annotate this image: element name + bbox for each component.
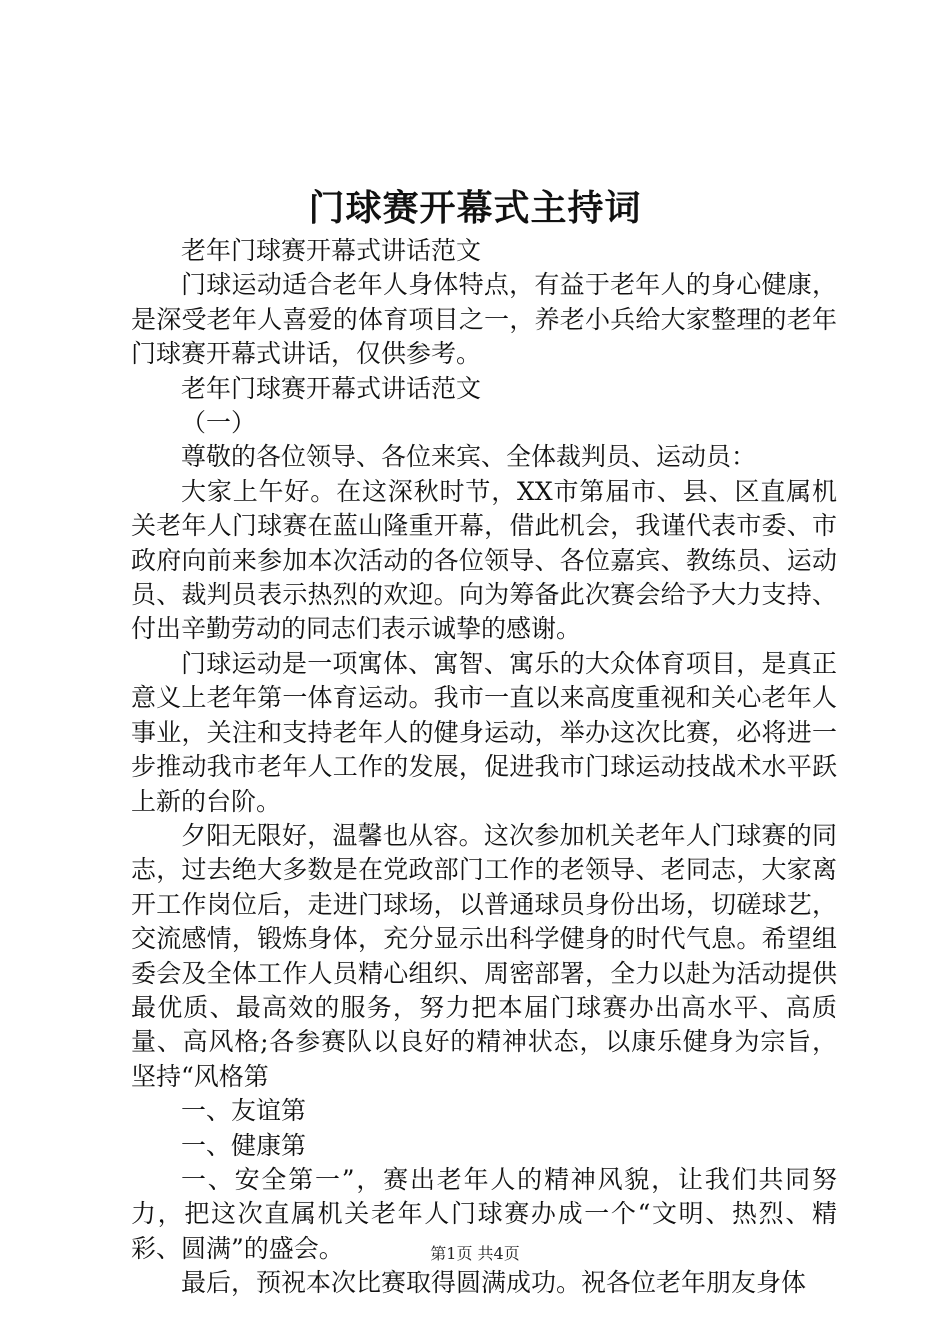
paragraph-welcome: 大家上午好。在这深秋时节，XX市第届市、县、区直属机关老年人门球赛在蓝山隆重开幕，借此机会，我谨代表市委、市政府向前来参加本次活动的各位领导、各位嘉宾、教练员、运动员、裁判员表示热烈的欢迎。向为筹备此次赛会给予大力支持、付出辛勤劳动的同志们表示诚挚的感谢。 — [131, 476, 837, 644]
paragraph-friendship: 一、友谊第 — [181, 1096, 307, 1126]
paragraph-gateball-intro: 门球运动是一项寓体、寓智、寓乐的大众体育项目，是真正意义上老年第一体育运动。我市一直以来高度重视和关心老年人事业，关注和支持老年人的健身运动，举办这次比赛，必将进一步推动我市老年人工作的发展，促进我市门球运动技战术水平跃上新的台阶。 — [131, 648, 837, 816]
paragraph-subtitle: 老年门球赛开幕式讲话范文 — [181, 236, 482, 265]
paragraph-sunset: 夕阳无限好，温馨也从容。这次参加机关老年人门球赛的同志，过去绝大多数是在党政部门工作的老领导、老同志，大家离开工作岗位后，走进门球场，以普通球员身份出场，切磋球艺，交流感情，锻炼身体，充分显示出科学健身的时代气息。希望组委会及全体工作人员精心组织、周密部署，全力以赴为活动提供最优质、最高效的服务，努力把本届门球赛办出高水平、高质量、高风格;各参赛队以良好的精神状态，以康乐健身为宗旨，坚持“风格第 — [131, 820, 837, 1091]
document-body — [131, 234, 837, 1301]
paragraph-health: 一、健康第 — [181, 1130, 307, 1160]
paragraph-section-number: （一） — [181, 408, 257, 438]
paragraph-salutation: 尊敬的各位领导、各位来宾、全体裁判员、运动员： — [181, 442, 757, 472]
paragraph-safety: 一、安全第一”，赛出老年人的精神风貌，让我们共同努力，把这次直属机关老年人门球赛办成一个“文明、热烈、精彩、圆满”的盛会。 — [131, 1164, 837, 1263]
page-number-footer: 第1页 共4页 — [430, 1244, 520, 1263]
paragraph-subtitle-repeat: 老年门球赛开幕式讲话范文 — [181, 373, 482, 403]
paragraph-intro: 门球运动适合老年人身体特点，有益于老年人的身心健康，是深受老年人喜爱的体育项目之一，养老小兵给大家整理的老年门球赛开幕式讲话，仅供参考。 — [131, 270, 837, 369]
paragraph-closing: 最后，预祝本次比赛取得圆满成功。祝各位老年朋友身体 — [181, 1268, 807, 1298]
document-title: 门球赛开幕式主持词 — [308, 187, 642, 229]
